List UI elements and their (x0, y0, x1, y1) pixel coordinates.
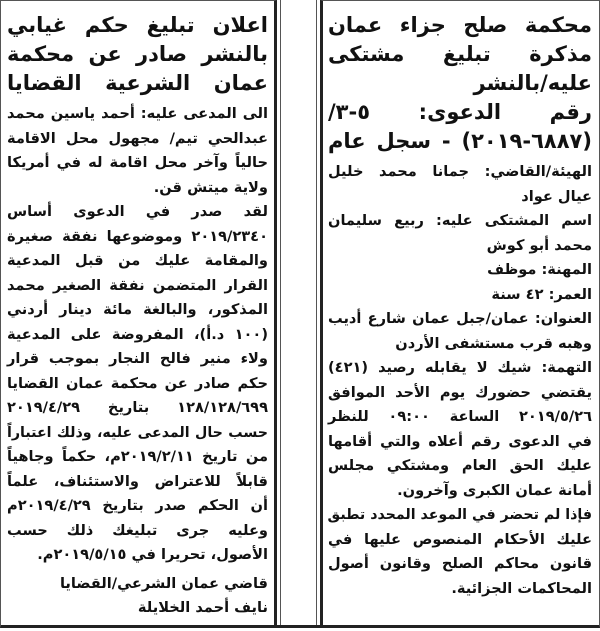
judgment-notice (0, 0, 277, 628)
body-line: قانون محاكم الصلح وقانون أصول (328, 555, 592, 572)
heading-line: عمان الشرعية القضايا (7, 71, 268, 95)
body-line: ١٢٨/١٢٨/٦٩٩ بتاريخ ٢٠١٩/٤/٢٩ (7, 399, 268, 416)
body-line: من تاريخ ٢٠١٩/٢/١١م، حكماً وجاهياً (7, 448, 268, 465)
divider (316, 0, 317, 625)
notice-body (328, 160, 592, 601)
body-line: عبدالحي تيم/ مجهول محل الاقامة (7, 129, 268, 147)
address-line: العنوان: عمان/جبل عمان شارع أديب (328, 310, 592, 327)
body-line: قابلاً للاعتراض والاستئناف، علماً (7, 472, 268, 490)
notice-body (7, 102, 268, 568)
body-line: فإذا لم تحضر في الموعد المحدد تطبق (327, 507, 592, 523)
signature-block (7, 572, 268, 621)
defendant-line-cont: محمد أبو كوش (486, 236, 592, 254)
body-line: حكم صادر عن محكمة عمان القضايا (7, 374, 268, 392)
body-line: والمقامة عليك من قبل المدعية (7, 252, 268, 269)
body-line: المحاكمات الجزائية. (451, 579, 592, 597)
address-line-cont: وهبه قرب مستشفى الأردن (395, 334, 592, 352)
body-line: لقد صدر في الدعوى أساس (7, 203, 268, 220)
judge-name: نايف أحمد الخلايلة (137, 599, 268, 616)
divider (280, 0, 281, 625)
body-line: حسب حال المدعى عليه، وذلك اعتباراً (7, 424, 268, 441)
body-line: ولاء منير فالح النجار بموجب قرار (7, 350, 268, 367)
occupation-line: المهنة: موظف (487, 261, 592, 278)
heading-line: بالنشر صادر عن محكمة (7, 42, 268, 66)
notice-heading (7, 11, 268, 98)
defendant-line: اسم المشتكى عليه: ربيع سليمان (328, 212, 592, 229)
judge-title: قاضي عمان الشرعي/القضايا (59, 574, 268, 592)
judge-line: الهيئة/القاضي: جمانا محمد خليل (328, 163, 592, 180)
body-line: في الدعوى رقم أعلاه والتي أقامها (328, 432, 592, 450)
heading-line: اعلان تبليغ حكم غيابي (7, 13, 268, 37)
court-summons-notice (320, 0, 600, 628)
body-line: القرار المتضمن نفقة الصغير محمد (7, 276, 268, 294)
column-gutter (277, 0, 320, 628)
hearing-date-line: ٢٠١٩/٥/٢٦ الساعة ٠٩:٠٠ للنظر (328, 408, 592, 425)
heading-line: (٦٨٨٧-٢٠١٩) - سجل عام (328, 129, 592, 153)
body-line: حالياً وآخر محل اقامة له في أمريكا (7, 154, 268, 171)
body-line: ولاية ميتش قن. (153, 178, 268, 196)
body-line: وعليه جرى تبليغك ذلك حسب (7, 521, 268, 539)
judge-line-cont: عيال عواد (521, 187, 592, 205)
body-line: الأصول، تحريرا في ٢٠١٩/٥/١٥م. (37, 546, 268, 563)
notice-heading (328, 11, 592, 156)
body-line: المذكور، والبالغة مائة دينار أردني (7, 301, 268, 318)
body-line: أمانة عمان الكبرى وآخرون. (397, 481, 592, 499)
body-line: عليك الأحكام المنصوص عليها في (328, 530, 592, 548)
body-line: الى المدعى عليه: أحمد ياسين محمد (7, 105, 268, 122)
heading-line: عليه/بالنشر (473, 71, 592, 95)
heading-line: محكمة صلح جزاء عمان (328, 13, 592, 37)
heading-line: مذكرة تبليغ مشتكى (328, 42, 592, 66)
body-line: (١٠٠ د.أ)، المفروضة على المدعية (7, 325, 268, 343)
body-line: يقتضي حضورك يوم الأحد الموافق (328, 383, 592, 401)
body-line: عليك الحق العام ومشتكي مجلس (328, 457, 592, 474)
age-line: العمر: ٤٢ سنة (491, 285, 592, 303)
body-line: ٢٠١٩/٢٣٤٠ وموضوعها نفقة صغيرة (7, 227, 268, 245)
charge-line: التهمة: شيك لا يقابله رصيد (٤٢١) (328, 359, 592, 376)
body-line: أن الحكم صدر بتاريخ ٢٠١٩/٤/٢٩م (7, 497, 268, 514)
heading-line: رقم الدعوى: ٥-٣/ (328, 100, 592, 124)
